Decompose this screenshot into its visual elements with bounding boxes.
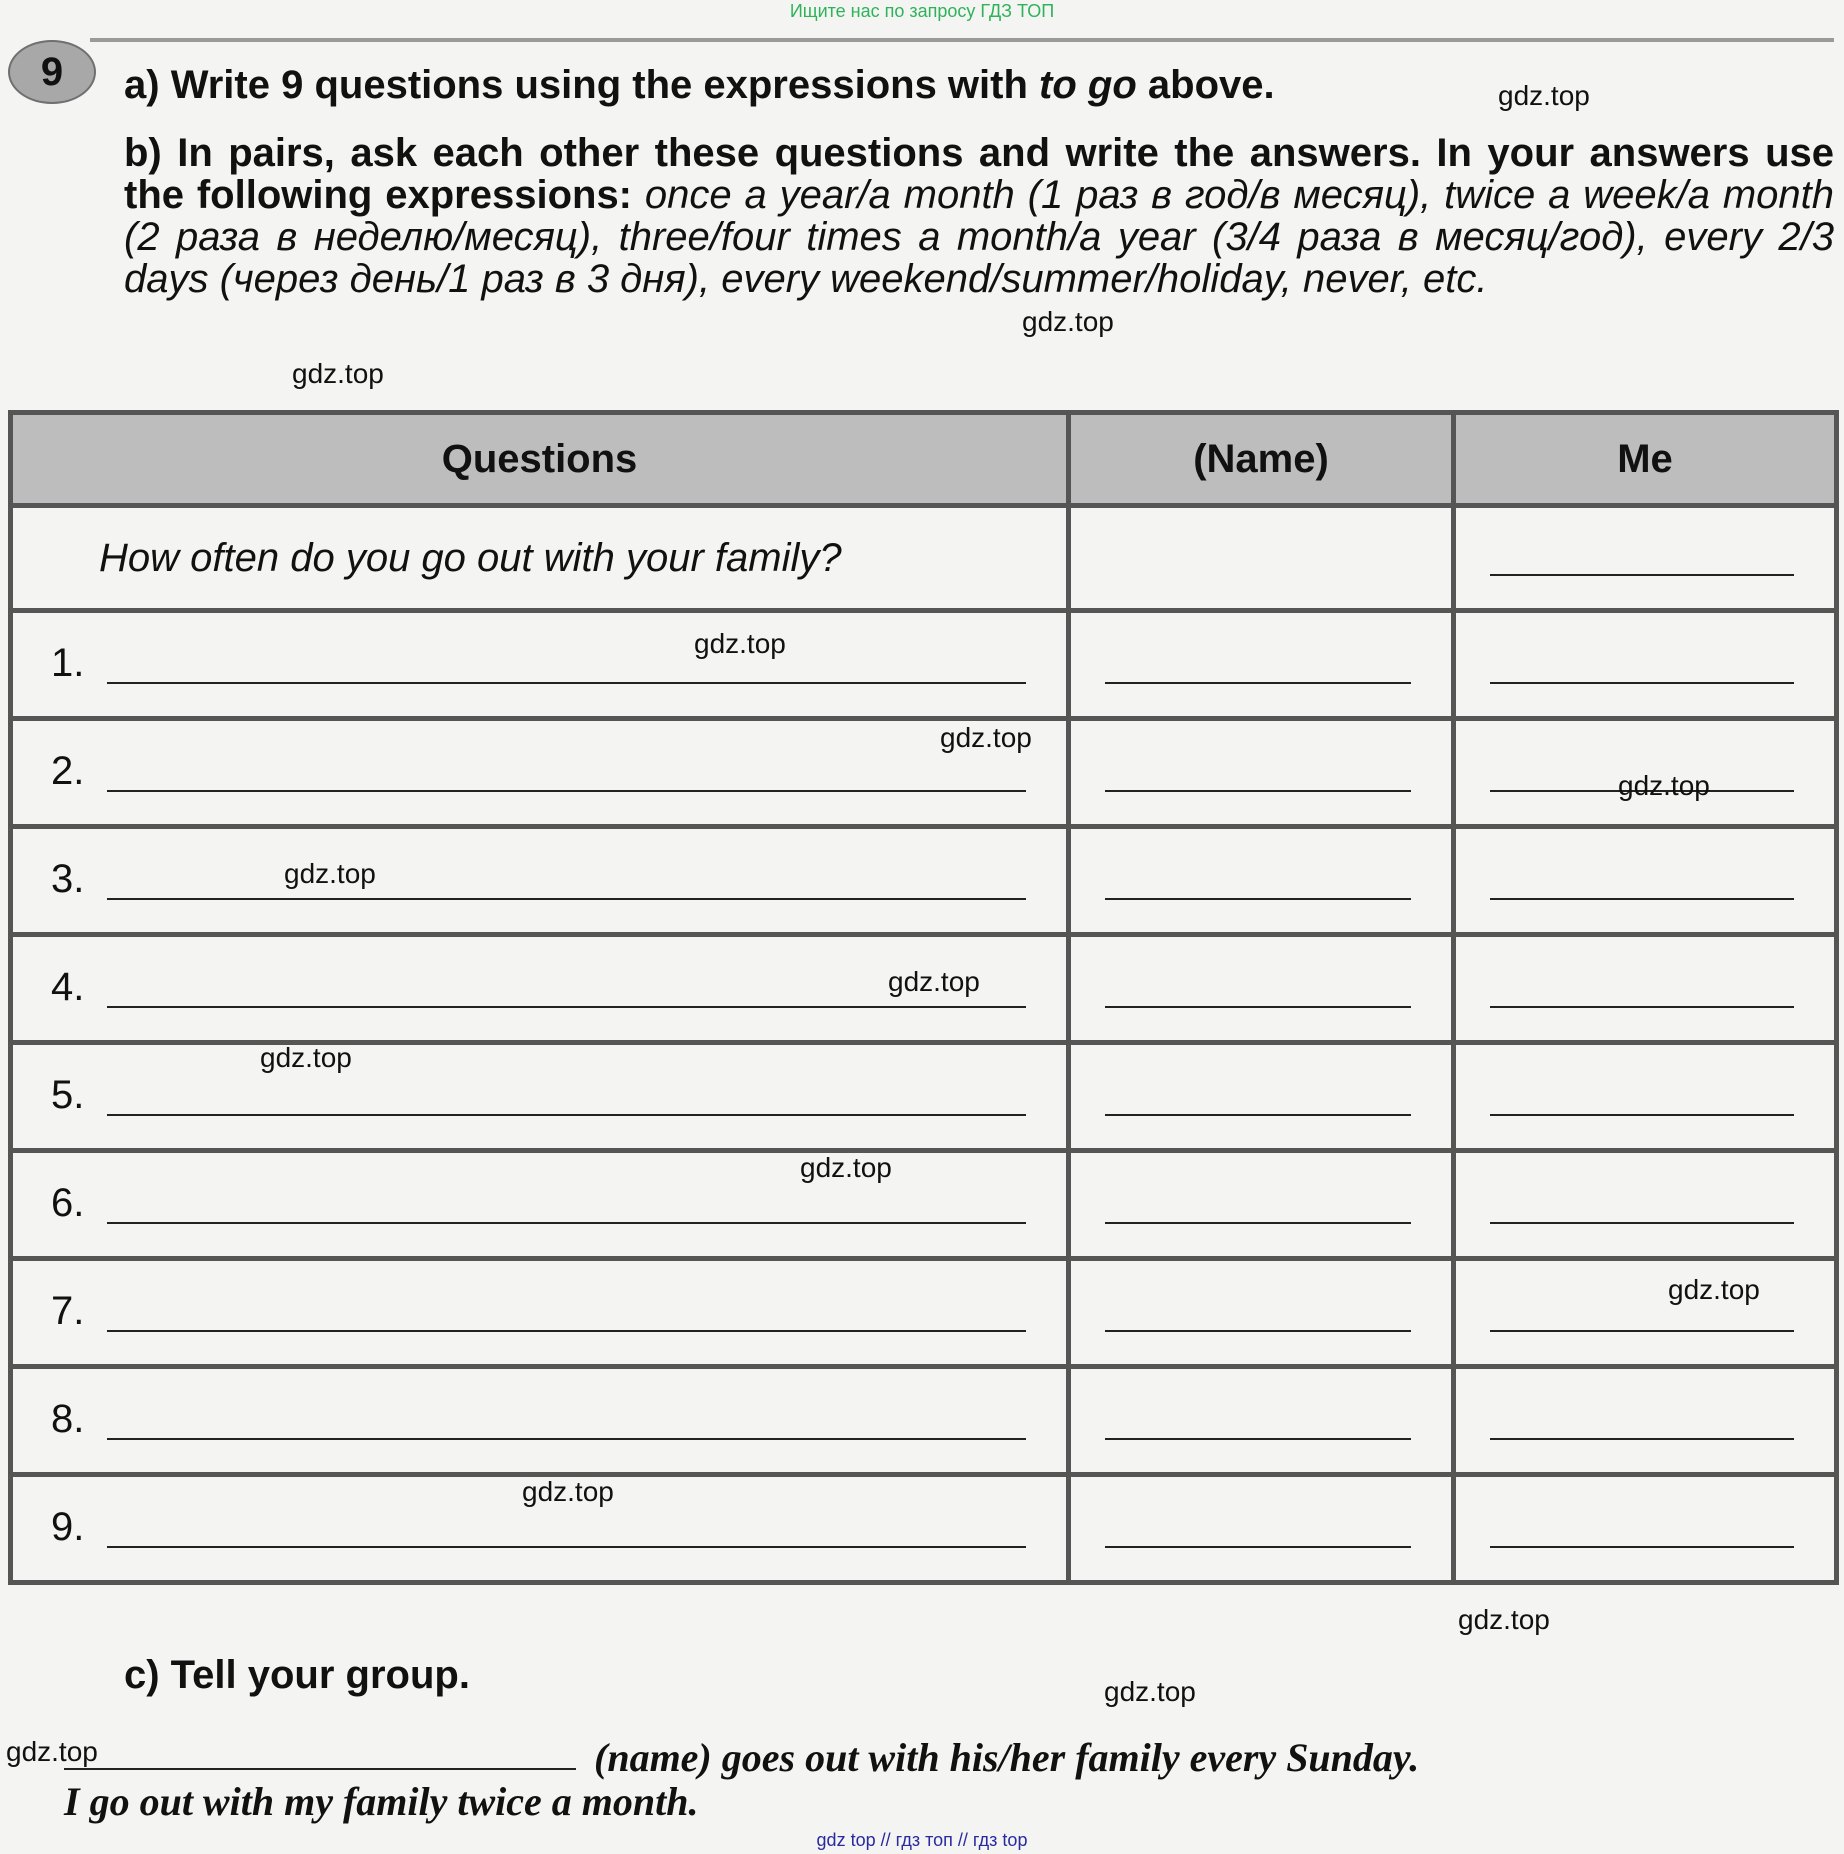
example-name-cell (1069, 506, 1454, 611)
name-blank-line[interactable] (64, 1768, 576, 1770)
watermark: gdz.top (694, 628, 786, 659)
exercise-number-badge: 9 (8, 40, 96, 104)
top-rule (90, 38, 1834, 42)
header-questions: Questions (11, 413, 1069, 506)
table-row (11, 1367, 1837, 1475)
row-number: 7. (51, 1289, 85, 1333)
sample-sentence-2: I go out with my family twice a month. (64, 1779, 699, 1824)
me-answer-line[interactable] (1490, 1330, 1794, 1332)
question-line[interactable] (107, 1222, 1026, 1224)
row-number: 6. (51, 1181, 85, 1225)
watermark: gdz.top (6, 1736, 98, 1767)
watermark: gdz.top (284, 858, 376, 889)
name-answer-line[interactable] (1105, 790, 1411, 792)
header-me: Me (1454, 413, 1837, 506)
name-answer-line[interactable] (1105, 1546, 1411, 1548)
footer-watermark: gdz top // гдз топ // гдз top (816, 1830, 1028, 1850)
watermark: gdz.top (1022, 306, 1114, 337)
watermark: gdz.top (1498, 80, 1590, 111)
watermark: gdz.top (940, 722, 1032, 753)
example-me-cell (1454, 506, 1837, 611)
me-answer-line[interactable] (1490, 1222, 1794, 1224)
table-row (11, 719, 1837, 827)
instruction-a-text: Write 9 questions using the expressions with (170, 63, 1028, 107)
me-answer-line[interactable] (1490, 1006, 1794, 1008)
question-line[interactable] (107, 1006, 1026, 1008)
question-line[interactable] (107, 790, 1026, 792)
watermark: gdz.top (1458, 1604, 1550, 1635)
instruction-a (124, 64, 1275, 106)
me-answer-line[interactable] (1490, 1114, 1794, 1116)
question-line[interactable] (107, 682, 1026, 684)
question-line[interactable] (107, 1438, 1026, 1440)
example-question: How often do you go out with your family? (11, 506, 1069, 611)
row-number: 4. (51, 965, 85, 1009)
watermark: gdz.top (888, 966, 980, 997)
row-number: 1. (51, 641, 85, 685)
question-line[interactable] (107, 898, 1026, 900)
me-answer-line[interactable] (1490, 1438, 1794, 1440)
watermark: gdz.top (260, 1042, 352, 1073)
me-answer-line[interactable] (1490, 1546, 1794, 1548)
watermark: gdz.top (1618, 770, 1710, 801)
name-answer-line[interactable] (1105, 1006, 1411, 1008)
name-answer-line[interactable] (1105, 682, 1411, 684)
me-answer-line[interactable] (1490, 898, 1794, 900)
instruction-b-expressions: once a year/a month (1 раз в год/в месяц), twice a week/a month (2 раза в неделю/месяц), three/four times a month/a year (3/4 раза в месяц/год), every 2/3 days (через день/1 раз в 3 дня), every weekend/summer/holiday, never, etc. (124, 173, 1834, 301)
table-row (11, 1259, 1837, 1367)
watermark: gdz.top (292, 358, 384, 389)
question-line[interactable] (107, 1546, 1026, 1548)
name-answer-line[interactable] (1105, 1330, 1411, 1332)
question-line[interactable] (107, 1330, 1026, 1332)
row-number: 5. (51, 1073, 85, 1117)
instruction-b-bold: b) In pairs, ask each other these questions and write the answers. In your answers use the following expressions: (124, 131, 1834, 217)
watermark: gdz.top (800, 1152, 892, 1183)
question-line[interactable] (107, 1114, 1026, 1116)
table-row (11, 1151, 1837, 1259)
row-number: 3. (51, 857, 85, 901)
table-row (11, 611, 1837, 719)
example-row (11, 506, 1837, 611)
top-banner: Ищите нас по запросу ГДЗ ТОП (789, 1, 1055, 21)
instruction-c: c) Tell your group. (124, 1653, 470, 1697)
watermark: gdz.top (1104, 1676, 1196, 1707)
instruction-a-emphasis: to go (1039, 63, 1137, 107)
instruction-a-text-after: above. (1147, 63, 1275, 107)
instruction-a-label: a) (124, 63, 160, 107)
watermark: gdz.top (1668, 1274, 1760, 1305)
answer-line (1490, 574, 1794, 576)
row-number: 8. (51, 1397, 85, 1441)
header-name: (Name) (1069, 413, 1454, 506)
name-answer-line[interactable] (1105, 1438, 1411, 1440)
name-answer-line[interactable] (1105, 1114, 1411, 1116)
sample-sentence-1: (name) goes out with his/her family every Sunday. (594, 1735, 1420, 1780)
table-row (11, 1475, 1837, 1583)
instruction-b (124, 132, 1834, 300)
me-answer-line[interactable] (1490, 682, 1794, 684)
name-answer-line[interactable] (1105, 1222, 1411, 1224)
row-number: 9. (51, 1505, 85, 1549)
name-answer-line[interactable] (1105, 898, 1411, 900)
watermark: gdz.top (522, 1476, 614, 1507)
row-number: 2. (51, 749, 85, 793)
